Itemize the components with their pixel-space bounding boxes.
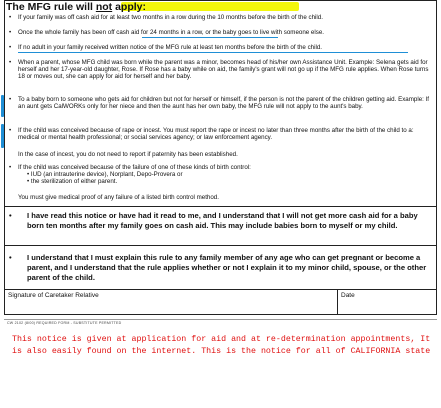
rule-exception-item: • If the child was conceived because of rape or incest. You must report the rape or incest no later than three months after the birth of the child to a: medical or mental health professional; or social services agency; or law enforcement agency. <box>9 127 414 141</box>
certification-statement: • I understand that I must explain this rule to any family member of any age who can get pregnant or become a parent, and I understand that the rule applies whether or not I explain it to my minor child, spouse, or the other parent of the child. <box>9 253 427 282</box>
rule-exception-item: • If your family was off cash aid for at least two months in a row during the 10 months before the birth of the child. <box>9 14 323 21</box>
birth-control-sub-item: • the sterilization of either parent. <box>27 177 118 185</box>
form-number: CW 2102 (8/00) REQUIRED FORM - SUBSTITUTE PERMITTED <box>7 321 122 325</box>
medical-proof-note: You must give medical proof of any failure of a listed birth control method. <box>18 194 219 201</box>
signature-field[interactable]: Signature of Caretaker Relative <box>8 292 99 299</box>
rule-exception-item: • To a baby born to someone who gets aid for children but not for herself or himself, if the person is not the parent of the children getting aid. Example: If an aunt gets CalWORKs only for her niece and then the aunt has her own baby, the MFG rule will not apply to the aunt's baby. <box>9 96 430 110</box>
rule-exception-item: • If no adult in your family received written notice of the MFG rule at least ten months before the birth of the child. <box>9 44 323 51</box>
margin-mark <box>1 95 4 117</box>
section-divider <box>4 245 437 246</box>
underline-mark <box>18 52 408 53</box>
birth-control-item: • If the child was conceived because of the failure of one of these kinds of birth control: • IUD (an intrauterine device), Norplant, Depo-Provera or • the sterilization of either parent. <box>9 165 429 185</box>
rule-exception-item: • When a parent, whose MFG child was born while the parent was a minor, becomes head of his/her own Assistance Unit. Example: Selena gets aid for herself and her 17-year-old daughter, Rose. If Rose has a baby while on aid, the family's grant will not go up if the MFG rule applies. When Rose turns 18 or moves out, she can apply for aid for herself and her baby. <box>9 59 429 80</box>
underline-mark <box>142 37 278 38</box>
section-divider <box>4 206 437 207</box>
section-heading: The MFG rule will not apply: <box>6 1 147 13</box>
date-field[interactable]: Date <box>341 292 355 299</box>
section-divider <box>4 289 437 290</box>
birth-control-sub-item: • IUD (an intrauterine device), Norplant, Depo-Provera or <box>27 170 183 178</box>
rule-exception-item: • Once the whole family has been off cash aid for 24 months in a row, or the baby goes to live with someone else. <box>9 29 324 36</box>
annotation-note: This notice is given at application for aid and at re-determination appointments, It is also easily found on the internet. This is the notice for all of CALIFORNIA state <box>12 335 431 357</box>
margin-mark <box>1 124 4 148</box>
footer-rule <box>4 319 437 320</box>
certification-statement: • I have read this notice or have had it read to me, and I understand that I will not get more cash aid for a baby born ten months after my family goes on cash aid. This may include babies born to myself or my child. <box>9 211 418 230</box>
field-separator <box>337 290 338 315</box>
heading-highlight <box>121 2 299 11</box>
incest-note: In the case of incest, you do not need to report if paternity has been established. <box>18 151 238 158</box>
